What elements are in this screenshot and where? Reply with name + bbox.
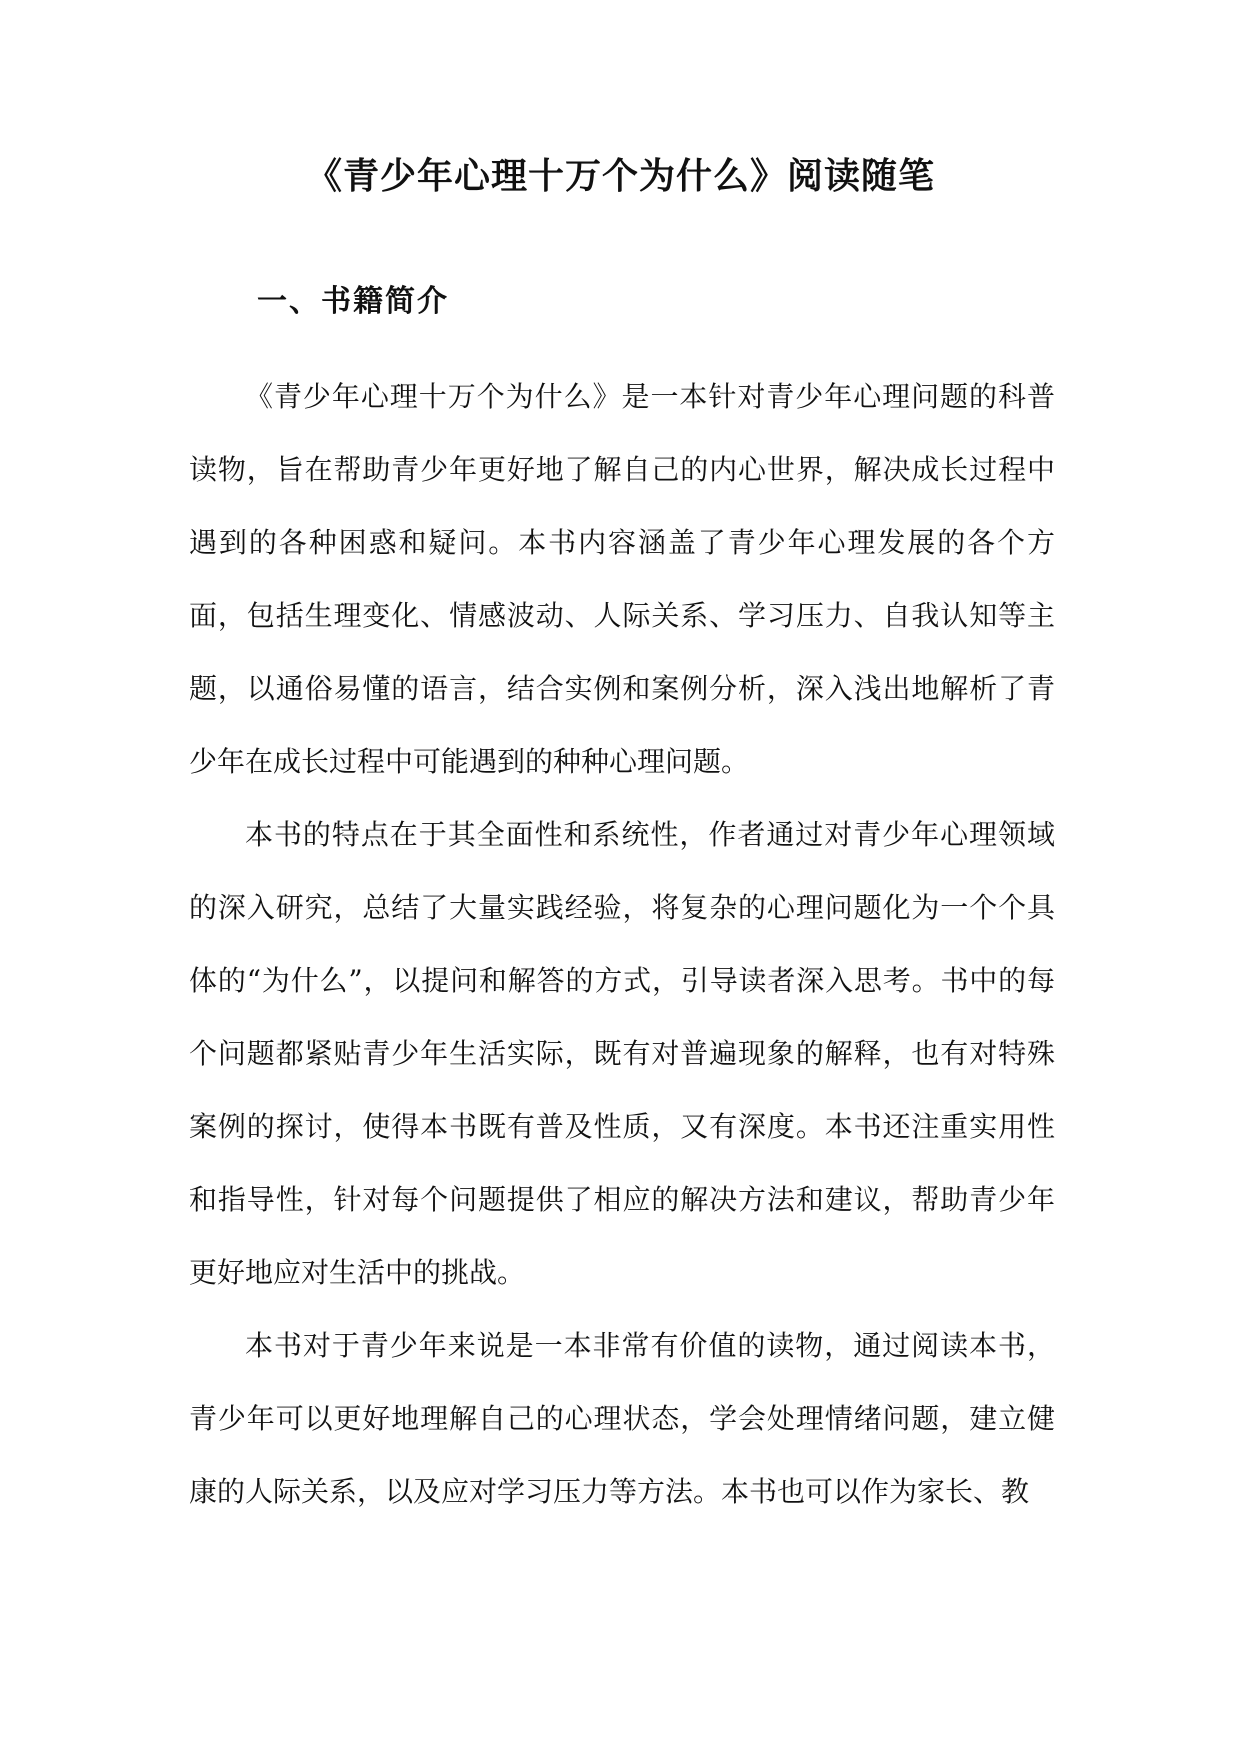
paragraph: 《青少年心理十万个为什么》是一本针对青少年心理问题的科普读物，旨在帮助青少年更好地了解自己的内心世界，解决成长过程中遇到的各种困惑和疑问。本书内容涵盖了青少年心理发展的各个方面，包括生理变化、情感波动、人际关系、学习压力、自我认知等主题，以通俗易懂的语言，结合实例和案例分析，深入浅出地解析了青少年在成长过程中可能遇到的种种心理问题。 [189,380,1055,778]
body-text [189,360,1055,1528]
paragraph: 本书的特点在于其全面性和系统性，作者通过对青少年心理领域的深入研究，总结了大量实践经验，将复杂的心理问题化为一个个具体的“为什么”，以提问和解答的方式，引导读者深入思考。书中的每个问题都紧贴青少年生活实际，既有对普遍现象的解释，也有对特殊案例的探讨，使得本书既有普及性质，又有深度。本书还注重实用性和指导性，针对每个问题提供了相应的解决方法和建议，帮助青少年更好地应对生活中的挑战。 [189,818,1055,1289]
paragraph: 本书对于青少年来说是一本非常有价值的读物，通过阅读本书，青少年可以更好地理解自己的心理状态，学会处理情绪问题，建立健康的人际关系，以及应对学习压力等方法。本书也可以作为家长、教 [189,1329,1055,1508]
document-title: 《青少年心理十万个为什么》阅读随笔 [305,155,935,197]
section-heading: 一、书籍简介 [257,284,449,319]
